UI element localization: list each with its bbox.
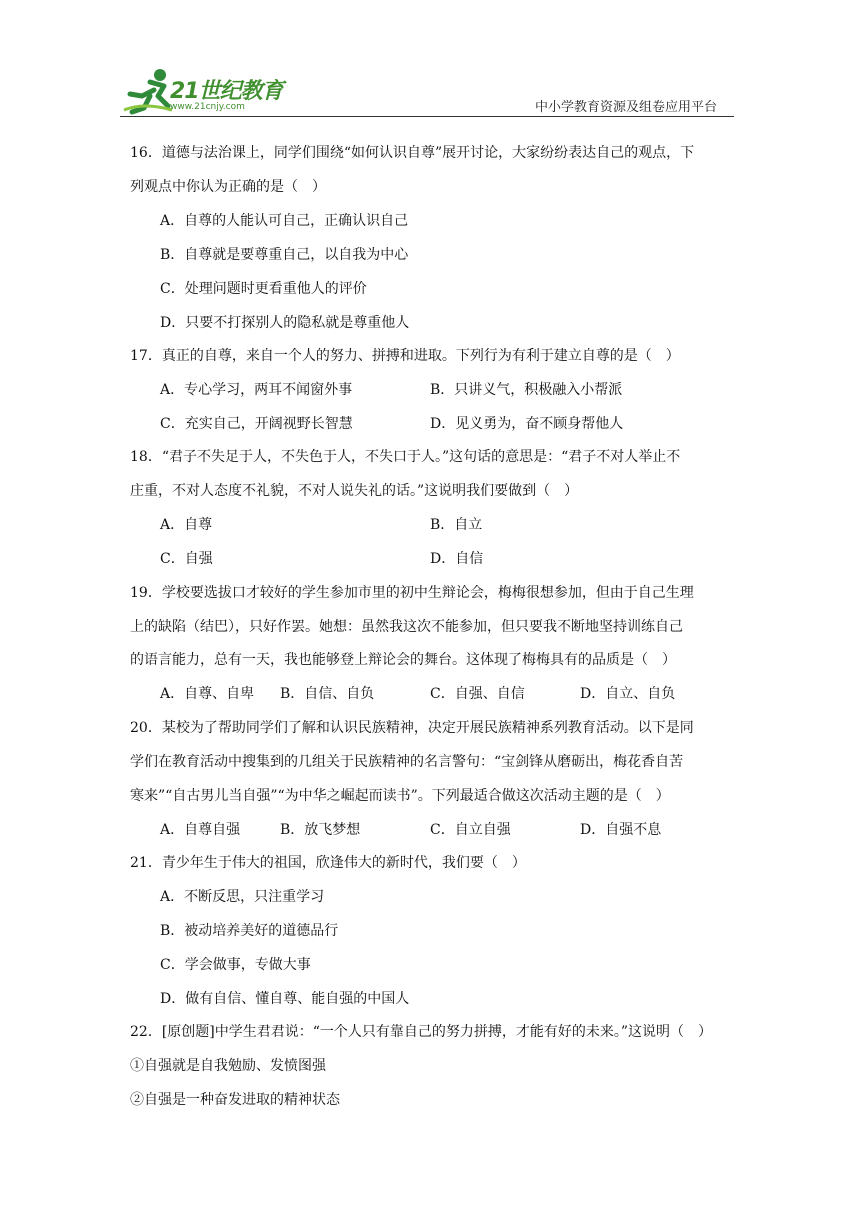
question-22-line-1: 22．[原创题]中学生君君说：“一个人只有靠自己的努力拼搏，才能有好的未来。”这说明（ ）: [130, 1024, 713, 1040]
question-20-line-2: 学们在教育活动中搜集到的几组关于民族精神的名言警句：“宝剑锋从磨砺出，梅花香自苦: [130, 754, 684, 770]
question-19-option-d: D．自立、自负: [580, 686, 676, 702]
question-18-line-1: 18．“君子不失足于人，不失色于人，不失口于人。”这句话的意思是：“君子不对人举止不: [130, 449, 681, 465]
question-16-option-a: A．自尊的人能认可自己，正确认识自己: [160, 213, 409, 229]
question-21-line-1: 21．青少年生于伟大的祖国，欣逢伟大的新时代，我们要（ ）: [130, 855, 526, 871]
logo-url: www.21cnjy.com: [170, 102, 245, 112]
question-20-option-b: B．放飞梦想: [280, 822, 361, 838]
question-16-line-2: 列观点中你认为正确的是（ ）: [130, 179, 326, 195]
question-21-option-d: D．做有自信、懂自尊、能自强的中国人: [160, 991, 410, 1007]
header-divider: [120, 116, 734, 117]
question-16-option-c: C．处理问题时更看重他人的评价: [160, 281, 367, 297]
question-17-option-b: B．只讲义气，积极融入小帮派: [430, 382, 623, 398]
question-22-statement-1: ①自强就是自我勉励、发愤图强: [130, 1058, 326, 1074]
question-19-line-2: 上的缺陷（结巴），只好作罢。她想：虽然我这次不能参加，但只要我不断地坚持训练自己: [130, 619, 683, 635]
question-18-option-c: C．自强: [160, 551, 213, 567]
question-16-option-b: B．自尊就是要尊重自己，以自我为中心: [160, 247, 409, 263]
question-19-option-c: C．自强、自信: [430, 686, 525, 702]
question-20-line-3: 寒来”“自古男儿当自强”“为中华之崛起而读书”。下列最适合做这次活动主题的是（ ）: [130, 788, 670, 804]
question-21-option-c: C．学会做事，专做大事: [160, 957, 311, 973]
question-20-option-a: A．自尊自强: [160, 822, 241, 838]
question-19-option-a: A．自尊、自卑: [160, 686, 255, 702]
runner-logo-icon: [120, 66, 176, 116]
question-18-option-d: D．自信: [430, 551, 484, 567]
question-19-line-3: 的语言能力，总有一天，我也能够登上辩论会的舞台。这体现了梅梅具有的品质是（ ）: [130, 652, 676, 668]
question-16-option-d: D．只要不打探别人的隐私就是尊重他人: [160, 315, 410, 331]
question-18-option-a: A．自尊: [160, 517, 213, 533]
question-19-option-b: B．自信、自负: [280, 686, 375, 702]
question-18-line-2: 庄重，不对人态度不礼貌，不对人说失礼的话。”这说明我们要做到（ ）: [130, 483, 579, 499]
logo-wordmark: 21世纪教育: [170, 79, 283, 104]
platform-slogan: 中小学教育资源及组卷应用平台: [535, 100, 718, 115]
question-21-option-b: B．被动培养美好的道德品行: [160, 923, 339, 939]
question-20-option-d: D．自强不息: [580, 822, 662, 838]
page-header: [0, 0, 860, 120]
question-17-option-c: C．充实自己，开阔视野长智慧: [160, 416, 353, 432]
question-16-line-1: 16．道德与法治课上，同学们围绕“如何认识自尊”展开讨论，大家纷纷表达自己的观点，下: [130, 145, 695, 161]
question-17-line-1: 17．真正的自尊，来自一个人的努力、拼搏和进取。下列行为有利于建立自尊的是（ ）: [130, 348, 680, 364]
question-19-line-1: 19．学校要选拔口才较好的学生参加市里的初中生辩论会，梅梅很想参加，但由于自己生理: [130, 585, 694, 601]
question-22-statement-2: ②自强是一种奋发进取的精神状态: [130, 1092, 340, 1108]
question-20-option-c: C．自立自强: [430, 822, 511, 838]
site-logo: [120, 66, 290, 120]
question-17-option-a: A．专心学习，两耳不闻窗外事: [160, 382, 353, 398]
question-17-option-d: D．见义勇为，奋不顾身帮他人: [430, 416, 624, 432]
question-21-option-a: A．不断反思，只注重学习: [160, 889, 325, 905]
question-18-option-b: B．自立: [430, 517, 483, 533]
question-20-line-1: 20．某校为了帮助同学们了解和认识民族精神，决定开展民族精神系列教育活动。以下是同: [130, 720, 694, 736]
